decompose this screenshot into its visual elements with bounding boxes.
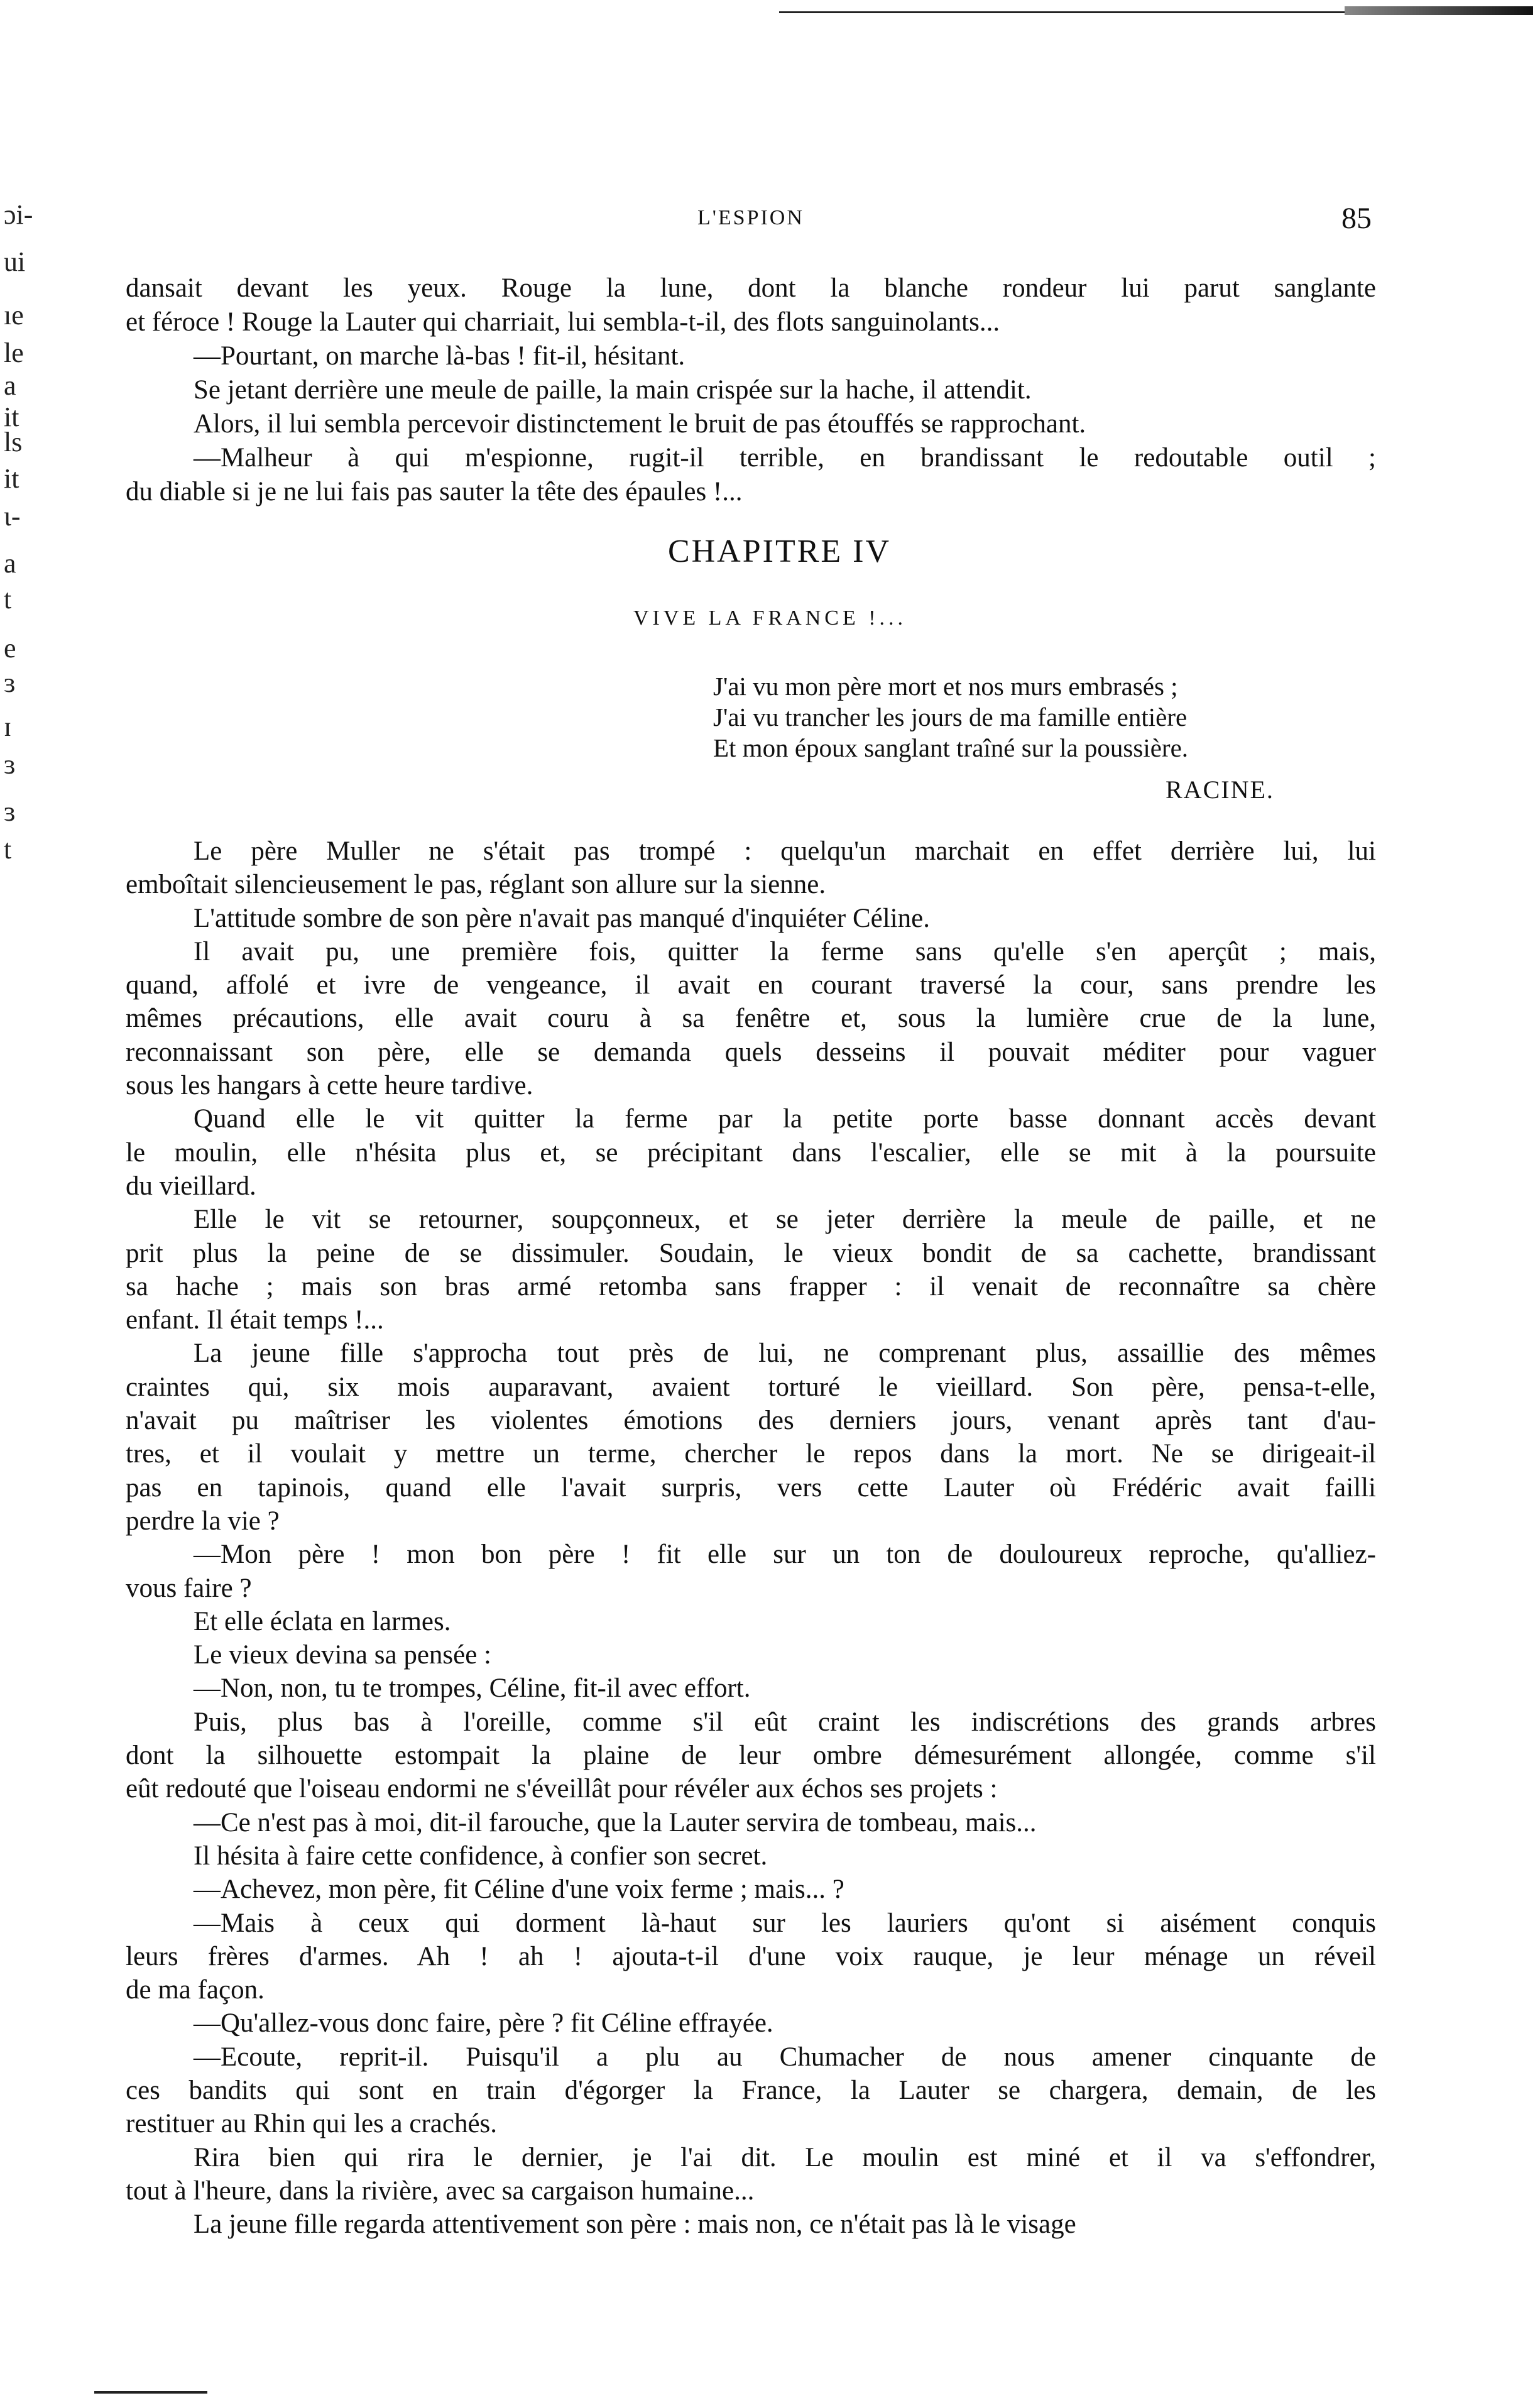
text-line: pas en tapinois, quand elle l'avait surpris, vers cette Lauter où Frédéric avait failli [126, 1472, 1376, 1503]
margin-fragment: ıe [4, 300, 24, 331]
text-line: Il avait pu, une première fois, quitter la ferme sans qu'elle s'en aperçût ; mais, [194, 936, 1376, 966]
text-line: dansait devant les yeux. Rouge la lune, dont la blanche rondeur lui parut sanglante [126, 273, 1376, 303]
text-line: leurs frères d'armes. Ah ! ah ! ajouta-t-il d'une voix rauque, je leur ménage un réveil [126, 1941, 1376, 1971]
margin-fragment: a [4, 370, 16, 401]
text-line: de ma façon. [126, 1975, 265, 2005]
text-line: —Non, non, tu te trompes, Céline, fit-il avec effort. [194, 1673, 751, 1704]
epigraph [713, 671, 1188, 764]
text-line: tout à l'heure, dans la rivière, avec sa cargaison humaine... [126, 2176, 755, 2206]
text-line: sa hache ; mais son bras armé retomba sans frapper : il venait de reconnaître sa chère [126, 1271, 1376, 1301]
text-line: craintes qui, six mois auparavant, avaient torturé le vieillard. Son père, pensa-t-elle, [126, 1372, 1376, 1402]
text-line: Et elle éclata en larmes. [194, 1606, 451, 1636]
text-line: —Malheur à qui m'espionne, rugit-il terrible, en brandissant le redoutable outil ; [194, 443, 1376, 473]
page-header [0, 201, 1540, 239]
text-line: La jeune fille s'approcha tout près de lui, ne comprenant plus, assaillie des mêmes [194, 1339, 1376, 1369]
text-line: sous les hangars à cette heure tardive. [126, 1071, 533, 1101]
text-line: restituer au Rhin qui les a crachés. [126, 2109, 498, 2139]
text-line: du diable si je ne lui fais pas sauter la tête des épaules !... [126, 477, 743, 506]
text-line: Le père Muller ne s'était pas trompé : quelqu'un marchait en effet derrière lui, lui [194, 836, 1376, 866]
text-line: mêmes précautions, elle avait couru à sa fenêtre et, sous la lumière crue de la lune, [126, 1004, 1376, 1034]
margin-fragment: a [4, 548, 16, 579]
text-line: ces bandits qui sont en train d'égorger la France, la Lauter se chargera, demain, de les [126, 2075, 1376, 2105]
margin-fragment: ls [4, 427, 23, 457]
bottom-rule [94, 2391, 207, 2394]
text-line: quand, affolé et ivre de vengeance, il avait en courant traversé la cour, sans prendre les [126, 970, 1376, 1000]
chapter-subtitle: VIVE LA FRANCE !... [633, 606, 907, 630]
margin-fragment: ɜ [4, 667, 16, 698]
text-line: enfant. Il était temps !... [126, 1305, 384, 1335]
text-line: Il hésita à faire cette confidence, à confier son secret. [194, 1841, 768, 1871]
chapter-title: CHAPITRE IV [667, 534, 892, 569]
text-line: Elle le vit se retourner, soupçonneux, et se jeter derrière la meule de paille, et ne [194, 1205, 1376, 1235]
margin-fragment: it [4, 402, 19, 432]
margin-fragment: t [4, 834, 12, 865]
text-line: —Qu'allez-vous donc faire, père ? fit Céline effrayée. [194, 2008, 773, 2039]
epigraph-author: RACINE. [1166, 775, 1274, 804]
text-line: perdre la vie ? [126, 1506, 280, 1536]
text-line: Puis, plus bas à l'oreille, comme s'il eût craint les indiscrétions des grands arbres [194, 1707, 1376, 1737]
text-block-body [126, 835, 1376, 2241]
running-title: L'ESPION [697, 206, 804, 229]
text-line: du vieillard. [126, 1171, 256, 1201]
text-line: Le vieux devina sa pensée : [194, 1640, 492, 1670]
text-block-top [126, 271, 1376, 509]
margin-fragment: it [4, 463, 19, 494]
margin-fragment: ui [4, 246, 26, 277]
text-line: Rira bien qui rira le dernier, je l'ai dit. Le moulin est miné et il va s'effondrer, [194, 2142, 1376, 2172]
page-number: 85 [1341, 202, 1372, 235]
text-line: —Mais à ceux qui dorment là-haut sur les lauriers qu'ont si aisément conquis [194, 1908, 1376, 1938]
text-line: et féroce ! Rouge la Lauter qui charriait, lui sembla-t-il, des flots sanguinolants... [126, 307, 1000, 337]
margin-fragment: ɜ [4, 796, 16, 827]
margin-fragment: t [4, 584, 12, 615]
epigraph-line: J'ai vu trancher les jours de ma famille entière [713, 703, 1188, 731]
text-line: —Achevez, mon père, fit Céline d'une voix ferme ; mais... ? [194, 1875, 844, 1905]
text-line: tres, et il voulait y mettre un terme, chercher le repos dans la mort. Ne se dirigeait-il [126, 1439, 1376, 1469]
text-line: —Pourtant, on marche là-bas ! fit-il, hésitant. [194, 341, 685, 371]
margin-fragment: ɜ [4, 749, 16, 780]
text-line: —Ce n'est pas à moi, dit-il farouche, que la Lauter servira de tombeau, mais... [194, 1807, 1037, 1837]
text-line: dont la silhouette estompait la plaine de leur ombre démesurément allongée, comme s'il [126, 1741, 1376, 1771]
text-line: le moulin, elle n'hésita plus et, se précipitant dans l'escalier, elle se mit à la poursuite [126, 1137, 1376, 1168]
text-line: —Mon père ! mon bon père ! fit elle sur un ton de douloureux reproche, qu'alliez- [194, 1540, 1376, 1570]
margin-fragment: ɪ [4, 711, 12, 742]
text-line: Se jetant derrière une meule de paille, la main crispée sur la hache, il attendit. [194, 375, 1032, 405]
text-line: Quand elle le vit quitter la ferme par la petite porte basse donnant accès devant [194, 1104, 1376, 1134]
text-line: reconnaissant son père, elle se demanda quels desseins il pouvait méditer pour vaguer [126, 1037, 1376, 1067]
epigraph-line: J'ai vu mon père mort et nos murs embrasés ; [713, 672, 1178, 701]
text-line: emboîtait silencieusement le pas, réglant son allure sur la sienne. [126, 870, 826, 900]
text-line: —Ecoute, reprit-il. Puisqu'il a plu au Chumacher de nous amener cinquante de [194, 2042, 1376, 2072]
margin-fragment: e [4, 633, 16, 664]
text-line: Alors, il lui sembla percevoir distinctement le bruit de pas étouffés se rapprochant. [194, 409, 1086, 439]
text-line: La jeune fille regarda attentivement son père : mais non, ce n'était pas là le visage [194, 2209, 1076, 2240]
text-line: eût redouté que l'oiseau endormi ne s'éveillât pour révéler aux échos ses projets : [126, 1774, 998, 1804]
text-line: n'avait pu maîtriser les violentes émotions des derniers jours, venant après tant d'au- [126, 1406, 1376, 1436]
epigraph-line: Et mon époux sanglant traîné sur la poussière. [713, 733, 1189, 762]
margin-fragment: ɔi- [4, 199, 33, 230]
margin-fragment: le [4, 337, 24, 368]
top-rule-dark [1345, 6, 1533, 15]
text-line: vous faire ? [126, 1573, 252, 1603]
margin-fragment: ι- [4, 501, 21, 532]
text-line: prit plus la peine de se dissimuler. Soudain, le vieux bondit de sa cachette, brandissant [126, 1238, 1376, 1268]
text-line: L'attitude sombre de son père n'avait pas manqué d'inquiéter Céline. [194, 903, 930, 933]
